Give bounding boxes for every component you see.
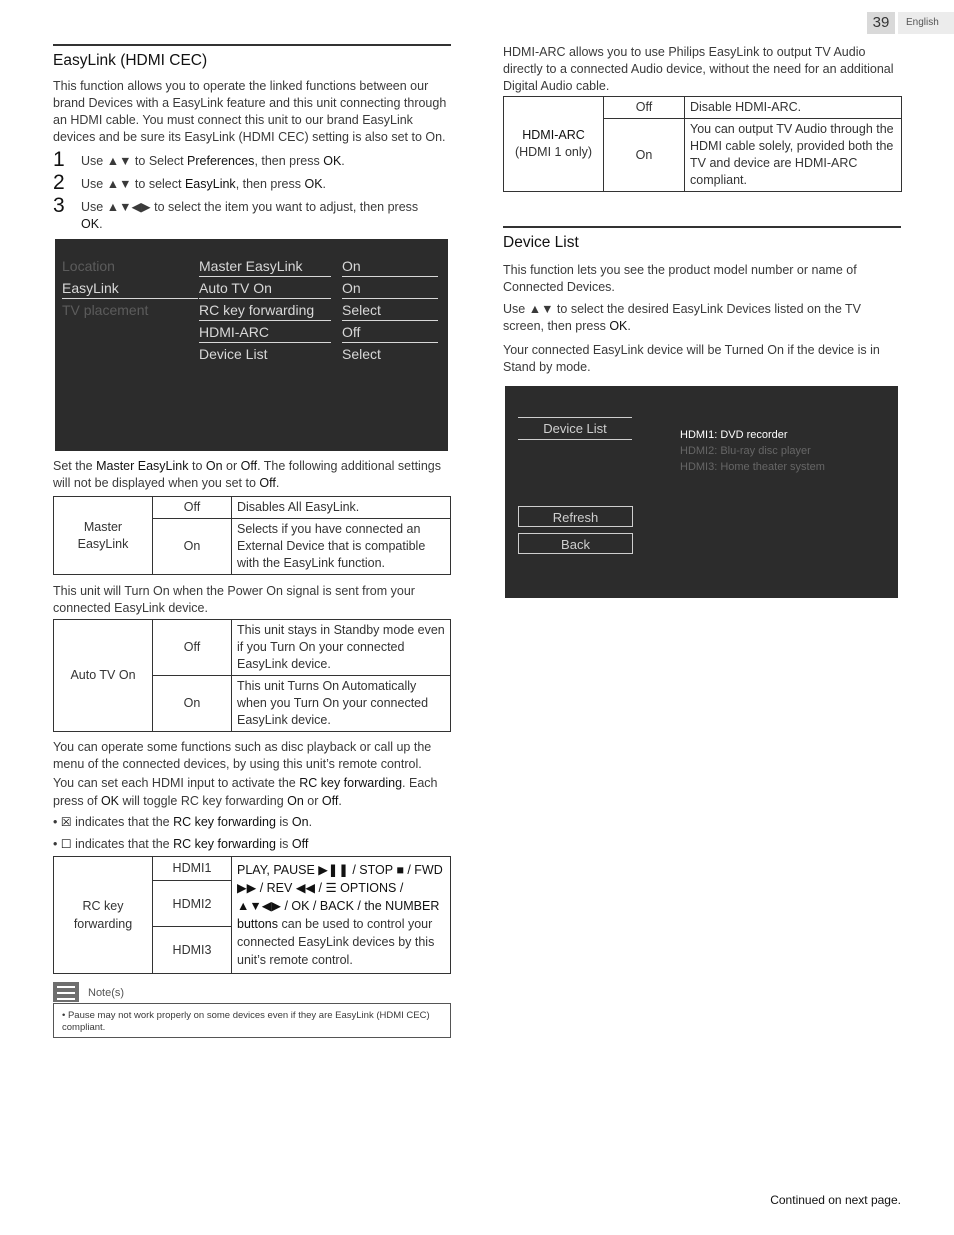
easylink-menu-screen <box>55 239 448 451</box>
auto-tv-on-table <box>53 619 451 732</box>
hdmi-arc-label: HDMI-ARC (HDMI 1 only) <box>504 97 604 192</box>
master-easylink-table <box>53 496 451 575</box>
rc-input-hdmi2: HDMI2 <box>153 880 232 927</box>
rc-intro-text: You can operate some functions such as disc playback or call up the menu of the connected devices, by using this unit’s remote control. <box>53 740 432 771</box>
hdmi-arc-table <box>503 96 902 192</box>
hdmi-arc-desc-off: Disable HDMI-ARC. <box>685 97 902 119</box>
master-option-off: Off <box>153 497 232 519</box>
auto-tv-on-text: This unit will Turn On when the Power On signal is sent from your connected EasyLink device. <box>53 584 415 615</box>
menu-value-rc-key-forwarding: Select <box>342 300 438 321</box>
menu-left-location[interactable]: Location <box>62 258 115 274</box>
rc-bullet-off: • ☐ indicates that the RC key forwarding is Off <box>53 837 309 851</box>
device-list-p2: Use ▲▼ to select the desired EasyLink Devices listed on the TV screen, then press OK. <box>503 302 862 333</box>
device-list-p3: Your connected EasyLink device will be Turned On if the device is in Stand by mode. <box>503 343 880 374</box>
menu-item-auto-tv-on[interactable]: Auto TV On <box>199 278 331 299</box>
autotv-option-off: Off <box>153 620 232 676</box>
rc-key-forwarding-table <box>53 856 451 974</box>
note-text: Pause may not work properly on some devices even if they are EasyLink (HDMI CEC) compliant. <box>62 1010 430 1033</box>
checked-box-icon: ☒ <box>60 815 72 829</box>
menu-value-auto-tv-on: On <box>342 278 438 299</box>
rc-bullet-on: • ☒ indicates that the RC key forwarding is On. <box>53 815 313 829</box>
menu-item-device-list[interactable]: Device List <box>199 346 268 362</box>
rc-input-hdmi1: HDMI1 <box>153 857 232 881</box>
hdmi-arc-intro: HDMI-ARC allows you to use Philips EasyLink to output TV Audio directly to a connected Audio device, without the need for an additional Digital Audio cable. <box>503 45 894 93</box>
note-box: • Pause may not work properly on some devices even if they are EasyLink (HDMI CEC) compliant. <box>53 1003 451 1038</box>
rc-input-hdmi3: HDMI3 <box>153 927 232 974</box>
step-3: 3 Use ▲▼◀▶ to select the item you want to adjust, then press OK. <box>53 194 419 231</box>
device-list-screen <box>505 386 898 598</box>
autotv-option-on: On <box>153 676 232 732</box>
device-list-heading: Device List <box>518 417 632 440</box>
easylink-title: EasyLink (HDMI CEC) <box>53 44 451 69</box>
easylink-intro: This function allows you to operate the linked functions between our brand Devices with a EasyLink feature and this unit connecting through an HDMI cable. You must connect this unit to our brand EasyLink devices and be sure its EasyLink (HDMI CEC) setting is also set to On. <box>53 79 447 144</box>
steps-list <box>53 148 451 237</box>
master-desc-off: Disables All EasyLink. <box>232 497 451 519</box>
hdmi-arc-option-on: On <box>604 119 685 192</box>
master-option-on: On <box>153 519 232 575</box>
continued-note: Continued on next page. <box>770 1193 901 1207</box>
auto-tv-on-label: Auto TV On <box>54 620 153 732</box>
step-2: 2 Use ▲▼ to select EasyLink, then press OK. <box>53 171 327 194</box>
rc-key-description: PLAY, PAUSE ▶❚❚ / STOP ■ / FWD ▶▶ / REV ◀◀ / ☰ OPTIONS / ▲▼◀▶ / OK / BACK / the NUMBER buttons can be used to control your connected EasyLink devices by this unit’s remote control. <box>232 857 451 974</box>
rc-toggle-text: You can set each HDMI input to activate the RC key forwarding. Each press of OK will toggle RC key forwarding On or Off. <box>53 776 438 808</box>
note-icon <box>53 982 79 1002</box>
step-1: 1 Use ▲▼ to Select Preferences, then press OK. <box>53 148 345 171</box>
device-item-hdmi1[interactable]: HDMI1: DVD recorder <box>680 429 788 441</box>
device-item-hdmi2[interactable]: HDMI2: Blu-ray disc player <box>680 445 811 457</box>
menu-left-easylink[interactable]: EasyLink <box>62 278 198 299</box>
autotv-desc-off: This unit stays in Standby mode even if you Turn On your connected EasyLink device. <box>232 620 451 676</box>
rc-key-forwarding-label: RC key forwarding <box>54 857 153 974</box>
menu-value-device-list: Select <box>342 346 381 362</box>
device-item-hdmi3[interactable]: HDMI3: Home theater system <box>680 461 825 473</box>
refresh-button[interactable]: Refresh <box>518 506 633 527</box>
menu-item-master-easylink[interactable]: Master EasyLink <box>199 256 331 277</box>
language-label: English <box>898 12 954 34</box>
master-desc-on: Selects if you have connected an External Device that is compatible with the EasyLink function. <box>232 519 451 575</box>
hdmi-arc-option-off: Off <box>604 97 685 119</box>
note-label: Note(s) <box>88 987 125 999</box>
autotv-desc-on: This unit Turns On Automatically when you Turn On your connected EasyLink device. <box>232 676 451 732</box>
menu-value-master-easylink: On <box>342 256 438 277</box>
menu-value-hdmi-arc: Off <box>342 322 438 343</box>
page-number: 39 <box>867 12 895 34</box>
menu-item-hdmi-arc[interactable]: HDMI-ARC <box>199 322 331 343</box>
menu-left-tv-placement[interactable]: TV placement <box>62 302 149 318</box>
menu-item-rc-key-forwarding[interactable]: RC key forwarding <box>199 300 331 321</box>
device-list-p1: This function lets you see the product model number or name of Connected Devices. <box>503 263 857 294</box>
empty-box-icon: ☐ <box>60 837 72 851</box>
master-easylink-label: Master EasyLink <box>54 497 153 575</box>
hdmi-arc-desc-on: You can output TV Audio through the HDMI cable solely, provided both the TV and device are HDMI-ARC compliant. <box>685 119 902 192</box>
master-easylink-text: Set the Master EasyLink to On or Off. The following additional settings will not be displayed when you set to Off. <box>53 459 441 490</box>
device-list-title: Device List <box>503 226 901 251</box>
back-button[interactable]: Back <box>518 533 633 554</box>
